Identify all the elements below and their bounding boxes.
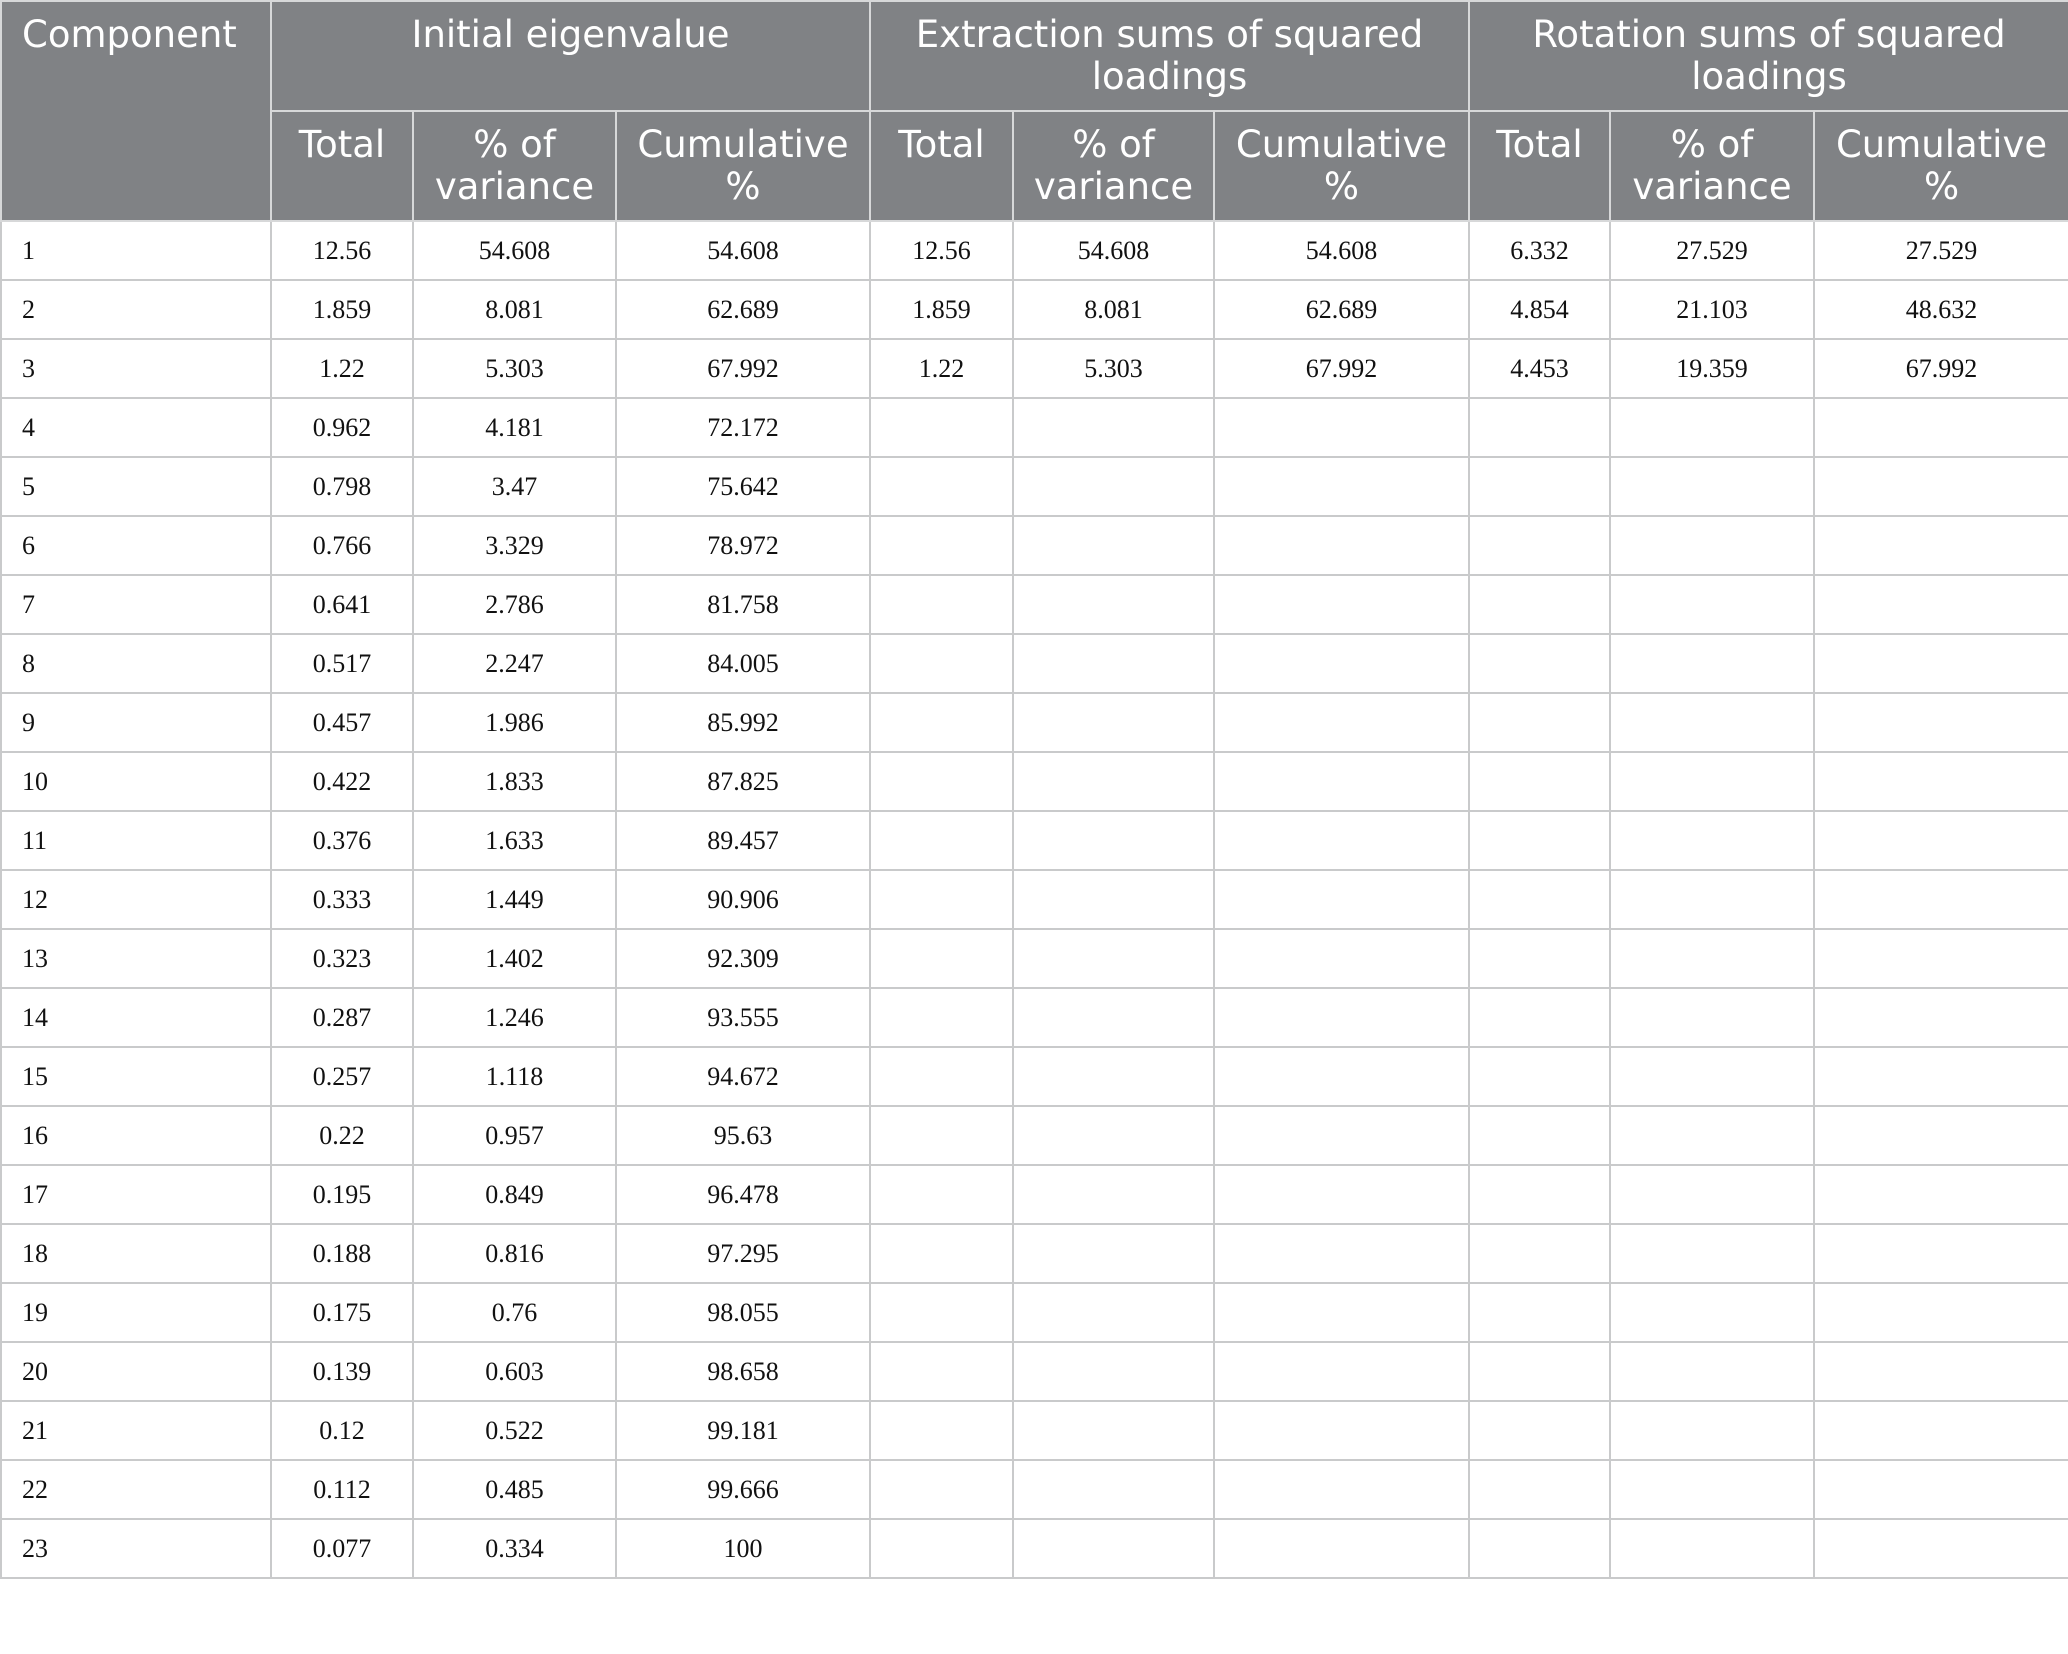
subheader-total: Total xyxy=(271,111,413,221)
cell-extraction-total xyxy=(870,1224,1013,1283)
cell-initial-cumulative: 94.672 xyxy=(616,1047,870,1106)
table-row xyxy=(1,1165,2068,1224)
cell-initial-cumulative: 98.658 xyxy=(616,1342,870,1401)
cell-extraction-percent-variance xyxy=(1013,1283,1214,1342)
cell-initial-percent-variance: 0.76 xyxy=(413,1283,616,1342)
header-row-groups xyxy=(1,1,2068,111)
cell-initial-total: 12.56 xyxy=(271,221,413,280)
cell-rotation-cumulative xyxy=(1814,1401,2068,1460)
table-row xyxy=(1,1460,2068,1519)
cell-initial-total: 0.077 xyxy=(271,1519,413,1578)
table-row xyxy=(1,1106,2068,1165)
cell-rotation-total xyxy=(1469,516,1610,575)
cell-initial-total: 0.422 xyxy=(271,752,413,811)
cell-initial-percent-variance: 0.334 xyxy=(413,1519,616,1578)
cell-rotation-percent-variance xyxy=(1610,1047,1814,1106)
cell-rotation-total xyxy=(1469,870,1610,929)
cell-initial-percent-variance: 2.786 xyxy=(413,575,616,634)
cell-rotation-total xyxy=(1469,1047,1610,1106)
cell-extraction-cumulative xyxy=(1214,1165,1469,1224)
cell-rotation-total xyxy=(1469,1519,1610,1578)
cell-rotation-percent-variance xyxy=(1610,634,1814,693)
cell-extraction-cumulative xyxy=(1214,752,1469,811)
cell-component: 14 xyxy=(1,988,271,1047)
cell-initial-cumulative: 67.992 xyxy=(616,339,870,398)
cell-initial-cumulative: 90.906 xyxy=(616,870,870,929)
cell-initial-total: 1.859 xyxy=(271,280,413,339)
cell-initial-percent-variance: 5.303 xyxy=(413,339,616,398)
cell-component: 5 xyxy=(1,457,271,516)
subheader-total: Total xyxy=(870,111,1013,221)
cell-rotation-percent-variance: 21.103 xyxy=(1610,280,1814,339)
cell-component: 2 xyxy=(1,280,271,339)
cell-rotation-total xyxy=(1469,457,1610,516)
cell-extraction-cumulative xyxy=(1214,398,1469,457)
cell-rotation-cumulative xyxy=(1814,929,2068,988)
cell-extraction-percent-variance xyxy=(1013,516,1214,575)
cell-extraction-total xyxy=(870,1106,1013,1165)
cell-initial-cumulative: 92.309 xyxy=(616,929,870,988)
cell-component: 12 xyxy=(1,870,271,929)
cell-extraction-total: 12.56 xyxy=(870,221,1013,280)
cell-initial-total: 0.962 xyxy=(271,398,413,457)
cell-extraction-percent-variance xyxy=(1013,1224,1214,1283)
cell-extraction-total xyxy=(870,1165,1013,1224)
table-row xyxy=(1,1283,2068,1342)
cell-extraction-percent-variance: 54.608 xyxy=(1013,221,1214,280)
cell-component: 15 xyxy=(1,1047,271,1106)
cell-extraction-percent-variance xyxy=(1013,1342,1214,1401)
cell-initial-cumulative: 62.689 xyxy=(616,280,870,339)
cell-component: 6 xyxy=(1,516,271,575)
cell-rotation-cumulative xyxy=(1814,811,2068,870)
table-row xyxy=(1,693,2068,752)
table-header xyxy=(1,1,2068,221)
cell-extraction-total xyxy=(870,811,1013,870)
subheader-cumulative: Cumulative % xyxy=(1814,111,2068,221)
cell-initial-cumulative: 89.457 xyxy=(616,811,870,870)
subheader-percent-variance: % of variance xyxy=(1013,111,1214,221)
cell-initial-total: 0.139 xyxy=(271,1342,413,1401)
cell-rotation-percent-variance xyxy=(1610,693,1814,752)
subheader-cumulative: Cumulative % xyxy=(1214,111,1469,221)
cell-rotation-total xyxy=(1469,575,1610,634)
cell-extraction-cumulative xyxy=(1214,516,1469,575)
cell-extraction-percent-variance xyxy=(1013,693,1214,752)
cell-initial-total: 0.257 xyxy=(271,1047,413,1106)
cell-rotation-percent-variance xyxy=(1610,1460,1814,1519)
cell-rotation-percent-variance xyxy=(1610,398,1814,457)
cell-component: 22 xyxy=(1,1460,271,1519)
cell-rotation-cumulative xyxy=(1814,457,2068,516)
cell-component: 19 xyxy=(1,1283,271,1342)
cell-extraction-total xyxy=(870,516,1013,575)
table-row xyxy=(1,398,2068,457)
cell-rotation-percent-variance xyxy=(1610,516,1814,575)
cell-extraction-total xyxy=(870,1283,1013,1342)
table-body xyxy=(1,221,2068,1578)
cell-component: 3 xyxy=(1,339,271,398)
cell-extraction-cumulative: 67.992 xyxy=(1214,339,1469,398)
cell-initial-total: 0.175 xyxy=(271,1283,413,1342)
cell-rotation-percent-variance xyxy=(1610,1106,1814,1165)
cell-initial-total: 0.457 xyxy=(271,693,413,752)
cell-rotation-percent-variance xyxy=(1610,988,1814,1047)
cell-component: 18 xyxy=(1,1224,271,1283)
cell-initial-cumulative: 99.666 xyxy=(616,1460,870,1519)
cell-rotation-percent-variance xyxy=(1610,811,1814,870)
cell-extraction-cumulative: 62.689 xyxy=(1214,280,1469,339)
cell-extraction-total xyxy=(870,752,1013,811)
cell-extraction-total xyxy=(870,870,1013,929)
table-row xyxy=(1,575,2068,634)
cell-extraction-total xyxy=(870,634,1013,693)
header-component: Component xyxy=(1,1,271,221)
cell-component: 16 xyxy=(1,1106,271,1165)
cell-rotation-percent-variance xyxy=(1610,1224,1814,1283)
cell-extraction-percent-variance xyxy=(1013,634,1214,693)
cell-component: 10 xyxy=(1,752,271,811)
cell-extraction-cumulative xyxy=(1214,457,1469,516)
cell-rotation-cumulative xyxy=(1814,1519,2068,1578)
cell-rotation-percent-variance xyxy=(1610,457,1814,516)
cell-extraction-total xyxy=(870,1342,1013,1401)
cell-rotation-total xyxy=(1469,1342,1610,1401)
cell-extraction-percent-variance: 5.303 xyxy=(1013,339,1214,398)
cell-initial-percent-variance: 1.633 xyxy=(413,811,616,870)
cell-rotation-cumulative: 27.529 xyxy=(1814,221,2068,280)
cell-rotation-cumulative xyxy=(1814,752,2068,811)
cell-rotation-percent-variance: 19.359 xyxy=(1610,339,1814,398)
cell-rotation-total xyxy=(1469,988,1610,1047)
cell-initial-cumulative: 95.63 xyxy=(616,1106,870,1165)
cell-component: 8 xyxy=(1,634,271,693)
cell-extraction-cumulative xyxy=(1214,870,1469,929)
cell-extraction-percent-variance xyxy=(1013,1460,1214,1519)
cell-rotation-cumulative xyxy=(1814,1047,2068,1106)
cell-rotation-cumulative xyxy=(1814,988,2068,1047)
table-row xyxy=(1,457,2068,516)
cell-extraction-total xyxy=(870,988,1013,1047)
cell-rotation-total xyxy=(1469,1460,1610,1519)
cell-rotation-total xyxy=(1469,634,1610,693)
cell-rotation-percent-variance: 27.529 xyxy=(1610,221,1814,280)
header-row-subheaders xyxy=(1,111,2068,221)
cell-initial-percent-variance: 0.603 xyxy=(413,1342,616,1401)
cell-initial-percent-variance: 0.957 xyxy=(413,1106,616,1165)
cell-initial-cumulative: 96.478 xyxy=(616,1165,870,1224)
cell-component: 21 xyxy=(1,1401,271,1460)
cell-rotation-percent-variance xyxy=(1610,575,1814,634)
cell-initial-percent-variance: 2.247 xyxy=(413,634,616,693)
cell-initial-total: 0.641 xyxy=(271,575,413,634)
cell-rotation-cumulative xyxy=(1814,1283,2068,1342)
table-row xyxy=(1,280,2068,339)
cell-rotation-total xyxy=(1469,1401,1610,1460)
cell-rotation-total xyxy=(1469,398,1610,457)
cell-initial-total: 0.333 xyxy=(271,870,413,929)
cell-extraction-percent-variance xyxy=(1013,398,1214,457)
cell-component: 7 xyxy=(1,575,271,634)
cell-initial-cumulative: 85.992 xyxy=(616,693,870,752)
cell-extraction-percent-variance xyxy=(1013,988,1214,1047)
cell-rotation-total xyxy=(1469,1165,1610,1224)
table-row xyxy=(1,811,2068,870)
table-row xyxy=(1,634,2068,693)
cell-component: 11 xyxy=(1,811,271,870)
cell-initial-percent-variance: 0.849 xyxy=(413,1165,616,1224)
cell-extraction-percent-variance xyxy=(1013,1106,1214,1165)
subheader-percent-variance: % of variance xyxy=(413,111,616,221)
cell-extraction-total xyxy=(870,1047,1013,1106)
cell-initial-cumulative: 100 xyxy=(616,1519,870,1578)
cell-initial-percent-variance: 1.986 xyxy=(413,693,616,752)
cell-initial-percent-variance: 8.081 xyxy=(413,280,616,339)
cell-initial-percent-variance: 0.485 xyxy=(413,1460,616,1519)
cell-initial-total: 0.287 xyxy=(271,988,413,1047)
cell-component: 20 xyxy=(1,1342,271,1401)
cell-extraction-cumulative xyxy=(1214,1460,1469,1519)
cell-rotation-percent-variance xyxy=(1610,1283,1814,1342)
cell-rotation-total xyxy=(1469,752,1610,811)
cell-initial-percent-variance: 1.449 xyxy=(413,870,616,929)
cell-extraction-cumulative: 54.608 xyxy=(1214,221,1469,280)
cell-initial-total: 0.12 xyxy=(271,1401,413,1460)
cell-rotation-cumulative xyxy=(1814,634,2068,693)
cell-initial-total: 0.112 xyxy=(271,1460,413,1519)
cell-extraction-percent-variance xyxy=(1013,811,1214,870)
table-row xyxy=(1,516,2068,575)
cell-initial-cumulative: 75.642 xyxy=(616,457,870,516)
cell-rotation-total xyxy=(1469,811,1610,870)
table-row xyxy=(1,929,2068,988)
cell-rotation-percent-variance xyxy=(1610,870,1814,929)
cell-initial-cumulative: 84.005 xyxy=(616,634,870,693)
table-row xyxy=(1,221,2068,280)
cell-extraction-percent-variance xyxy=(1013,575,1214,634)
cell-initial-percent-variance: 0.816 xyxy=(413,1224,616,1283)
cell-initial-cumulative: 99.181 xyxy=(616,1401,870,1460)
cell-component: 13 xyxy=(1,929,271,988)
cell-extraction-cumulative xyxy=(1214,811,1469,870)
cell-extraction-cumulative xyxy=(1214,1047,1469,1106)
cell-extraction-percent-variance: 8.081 xyxy=(1013,280,1214,339)
cell-rotation-total: 4.453 xyxy=(1469,339,1610,398)
cell-extraction-percent-variance xyxy=(1013,1165,1214,1224)
subheader-cumulative: Cumulative % xyxy=(616,111,870,221)
cell-extraction-percent-variance xyxy=(1013,1047,1214,1106)
cell-rotation-percent-variance xyxy=(1610,929,1814,988)
cell-extraction-total xyxy=(870,1401,1013,1460)
table-row xyxy=(1,1224,2068,1283)
cell-initial-percent-variance: 0.522 xyxy=(413,1401,616,1460)
table-row xyxy=(1,752,2068,811)
cell-initial-cumulative: 78.972 xyxy=(616,516,870,575)
cell-extraction-percent-variance xyxy=(1013,1401,1214,1460)
cell-initial-total: 0.22 xyxy=(271,1106,413,1165)
cell-rotation-percent-variance xyxy=(1610,1519,1814,1578)
table-row xyxy=(1,1401,2068,1460)
cell-rotation-total: 6.332 xyxy=(1469,221,1610,280)
cell-extraction-total xyxy=(870,929,1013,988)
cell-extraction-percent-variance xyxy=(1013,870,1214,929)
cell-rotation-percent-variance xyxy=(1610,1342,1814,1401)
cell-rotation-cumulative xyxy=(1814,693,2068,752)
cell-extraction-total: 1.22 xyxy=(870,339,1013,398)
cell-extraction-cumulative xyxy=(1214,1224,1469,1283)
cell-initial-cumulative: 54.608 xyxy=(616,221,870,280)
cell-initial-cumulative: 72.172 xyxy=(616,398,870,457)
cell-initial-total: 1.22 xyxy=(271,339,413,398)
cell-extraction-total xyxy=(870,398,1013,457)
cell-extraction-percent-variance xyxy=(1013,929,1214,988)
cell-initial-percent-variance: 3.47 xyxy=(413,457,616,516)
cell-initial-total: 0.798 xyxy=(271,457,413,516)
cell-extraction-total xyxy=(870,457,1013,516)
cell-extraction-total xyxy=(870,1460,1013,1519)
cell-initial-total: 0.188 xyxy=(271,1224,413,1283)
cell-extraction-cumulative xyxy=(1214,929,1469,988)
table-row xyxy=(1,988,2068,1047)
cell-initial-percent-variance: 3.329 xyxy=(413,516,616,575)
cell-initial-percent-variance: 1.833 xyxy=(413,752,616,811)
table-row xyxy=(1,339,2068,398)
cell-extraction-cumulative xyxy=(1214,988,1469,1047)
cell-extraction-percent-variance xyxy=(1013,1519,1214,1578)
cell-rotation-cumulative xyxy=(1814,1106,2068,1165)
cell-extraction-cumulative xyxy=(1214,1519,1469,1578)
cell-extraction-total xyxy=(870,1519,1013,1578)
cell-rotation-cumulative: 67.992 xyxy=(1814,339,2068,398)
cell-extraction-cumulative xyxy=(1214,634,1469,693)
cell-initial-total: 0.766 xyxy=(271,516,413,575)
cell-component: 1 xyxy=(1,221,271,280)
cell-initial-cumulative: 98.055 xyxy=(616,1283,870,1342)
cell-extraction-cumulative xyxy=(1214,693,1469,752)
table-row xyxy=(1,870,2068,929)
cell-initial-total: 0.517 xyxy=(271,634,413,693)
cell-extraction-total: 1.859 xyxy=(870,280,1013,339)
cell-rotation-percent-variance xyxy=(1610,1165,1814,1224)
cell-rotation-cumulative xyxy=(1814,870,2068,929)
cell-component: 23 xyxy=(1,1519,271,1578)
table-row xyxy=(1,1519,2068,1578)
subheader-percent-variance: % of variance xyxy=(1610,111,1814,221)
cell-initial-cumulative: 81.758 xyxy=(616,575,870,634)
cell-rotation-cumulative xyxy=(1814,1224,2068,1283)
header-group-rotation: Rotation sums of squared loadings xyxy=(1469,1,2068,111)
cell-initial-total: 0.376 xyxy=(271,811,413,870)
cell-rotation-total xyxy=(1469,1224,1610,1283)
table-row xyxy=(1,1047,2068,1106)
cell-rotation-cumulative xyxy=(1814,1165,2068,1224)
cell-extraction-cumulative xyxy=(1214,1342,1469,1401)
cell-extraction-total xyxy=(870,693,1013,752)
cell-extraction-cumulative xyxy=(1214,1283,1469,1342)
cell-initial-percent-variance: 54.608 xyxy=(413,221,616,280)
cell-initial-percent-variance: 4.181 xyxy=(413,398,616,457)
cell-extraction-cumulative xyxy=(1214,575,1469,634)
cell-extraction-total xyxy=(870,575,1013,634)
cell-rotation-total xyxy=(1469,693,1610,752)
cell-rotation-cumulative xyxy=(1814,398,2068,457)
cell-extraction-cumulative xyxy=(1214,1401,1469,1460)
cell-rotation-total xyxy=(1469,1106,1610,1165)
cell-rotation-cumulative xyxy=(1814,1342,2068,1401)
cell-rotation-cumulative xyxy=(1814,516,2068,575)
table-row xyxy=(1,1342,2068,1401)
cell-rotation-cumulative: 48.632 xyxy=(1814,280,2068,339)
cell-initial-cumulative: 87.825 xyxy=(616,752,870,811)
cell-rotation-percent-variance xyxy=(1610,1401,1814,1460)
cell-rotation-cumulative xyxy=(1814,575,2068,634)
cell-extraction-percent-variance xyxy=(1013,457,1214,516)
cell-rotation-total: 4.854 xyxy=(1469,280,1610,339)
cell-initial-total: 0.323 xyxy=(271,929,413,988)
cell-extraction-percent-variance xyxy=(1013,752,1214,811)
cell-component: 4 xyxy=(1,398,271,457)
cell-initial-cumulative: 97.295 xyxy=(616,1224,870,1283)
cell-initial-total: 0.195 xyxy=(271,1165,413,1224)
cell-rotation-total xyxy=(1469,1283,1610,1342)
header-group-initial-eigenvalue: Initial eigenvalue xyxy=(271,1,870,111)
cell-extraction-cumulative xyxy=(1214,1106,1469,1165)
subheader-total: Total xyxy=(1469,111,1610,221)
cell-component: 9 xyxy=(1,693,271,752)
cell-rotation-percent-variance xyxy=(1610,752,1814,811)
header-group-extraction: Extraction sums of squared loadings xyxy=(870,1,1469,111)
cell-initial-cumulative: 93.555 xyxy=(616,988,870,1047)
cell-component: 17 xyxy=(1,1165,271,1224)
cell-rotation-cumulative xyxy=(1814,1460,2068,1519)
cell-initial-percent-variance: 1.118 xyxy=(413,1047,616,1106)
cell-initial-percent-variance: 1.246 xyxy=(413,988,616,1047)
cell-initial-percent-variance: 1.402 xyxy=(413,929,616,988)
cell-rotation-total xyxy=(1469,929,1610,988)
